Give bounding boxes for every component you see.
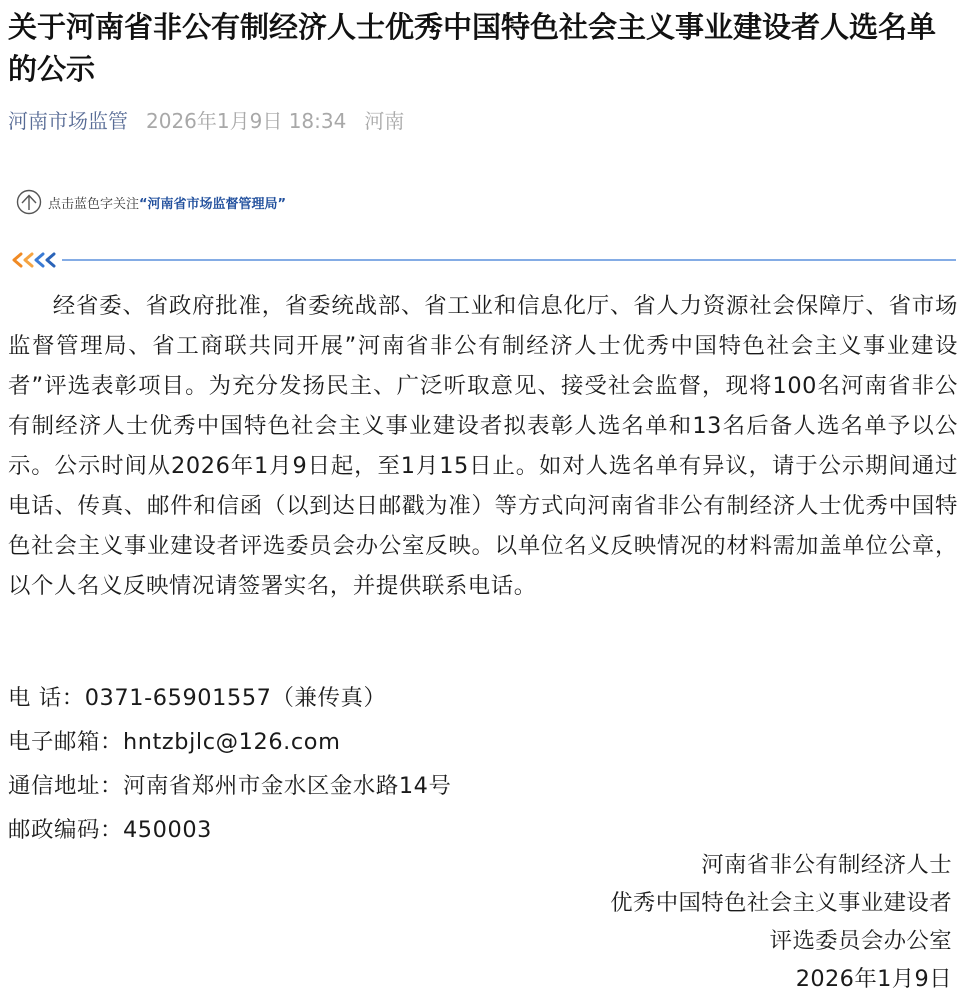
notice-paragraph: 经省委、省政府批准，省委统战部、省工业和信息化厅、省人力资源社会保障厅、省市场监督管理局、省工商联共同开展”河南省非公有制经济人士优秀中国特色社会主义事业建设者”评选表彰项目。为充分发扬民主、广泛听取意见、接受社会监督，现将100名河南省非公有制经济人士优秀中国特色社会主义事业建设者拟表彰人选名单和13名后备人选名单予以公示。公示时间从2026年1月9日起，至1月15日止。如对人选名单有异议，请于公示期间通过电话、传真、邮件和信函（以到达日邮戳为准）等方式向河南省非公有制经济人士优秀中国特色社会主义事业建设者评选委员会办公室反映。以单位名义反映情况的材料需加盖单位公章，以个人名义反映情况请签署实名，并提供联系电话。 (8, 293, 958, 599)
publish-region: 河南 (364, 109, 405, 133)
section-divider (8, 250, 956, 270)
signature-line-1: 河南省非公有制经济人士 (701, 852, 952, 878)
signature-date: 2026年1月9日 (795, 966, 952, 992)
account-name-link[interactable]: 河南市场监管 (8, 109, 128, 133)
signature-line-3: 评选委员会办公室 (769, 928, 952, 954)
signature-line-2: 优秀中国特色社会主义事业建设者 (610, 890, 952, 916)
signature-block (610, 846, 952, 998)
chevrons-left-icon (14, 254, 54, 266)
follow-prefix-text: 点击蓝色字关注 (48, 196, 140, 212)
article-meta (8, 106, 404, 136)
follow-banner[interactable] (16, 186, 286, 218)
up-arrow-circle-icon (16, 189, 42, 215)
contact-postcode: 邮政编码：450003 (8, 817, 213, 843)
article-title: 关于河南省非公有制经济人士优秀中国特色社会主义事业建设者人选名单的公示 (8, 10, 937, 86)
contact-address: 通信地址：河南省郑州市金水区金水路14号 (8, 773, 452, 799)
contact-info (8, 676, 452, 852)
follow-org-link[interactable]: “河南省市场监督管理局” (139, 196, 287, 212)
contact-phone: 电 话：0371-65901557（兼传真） (8, 685, 387, 711)
publish-date: 2026年1月9日 18:34 (146, 109, 347, 133)
contact-email: 电子邮箱：hntzbjlc@126.com (8, 729, 341, 755)
